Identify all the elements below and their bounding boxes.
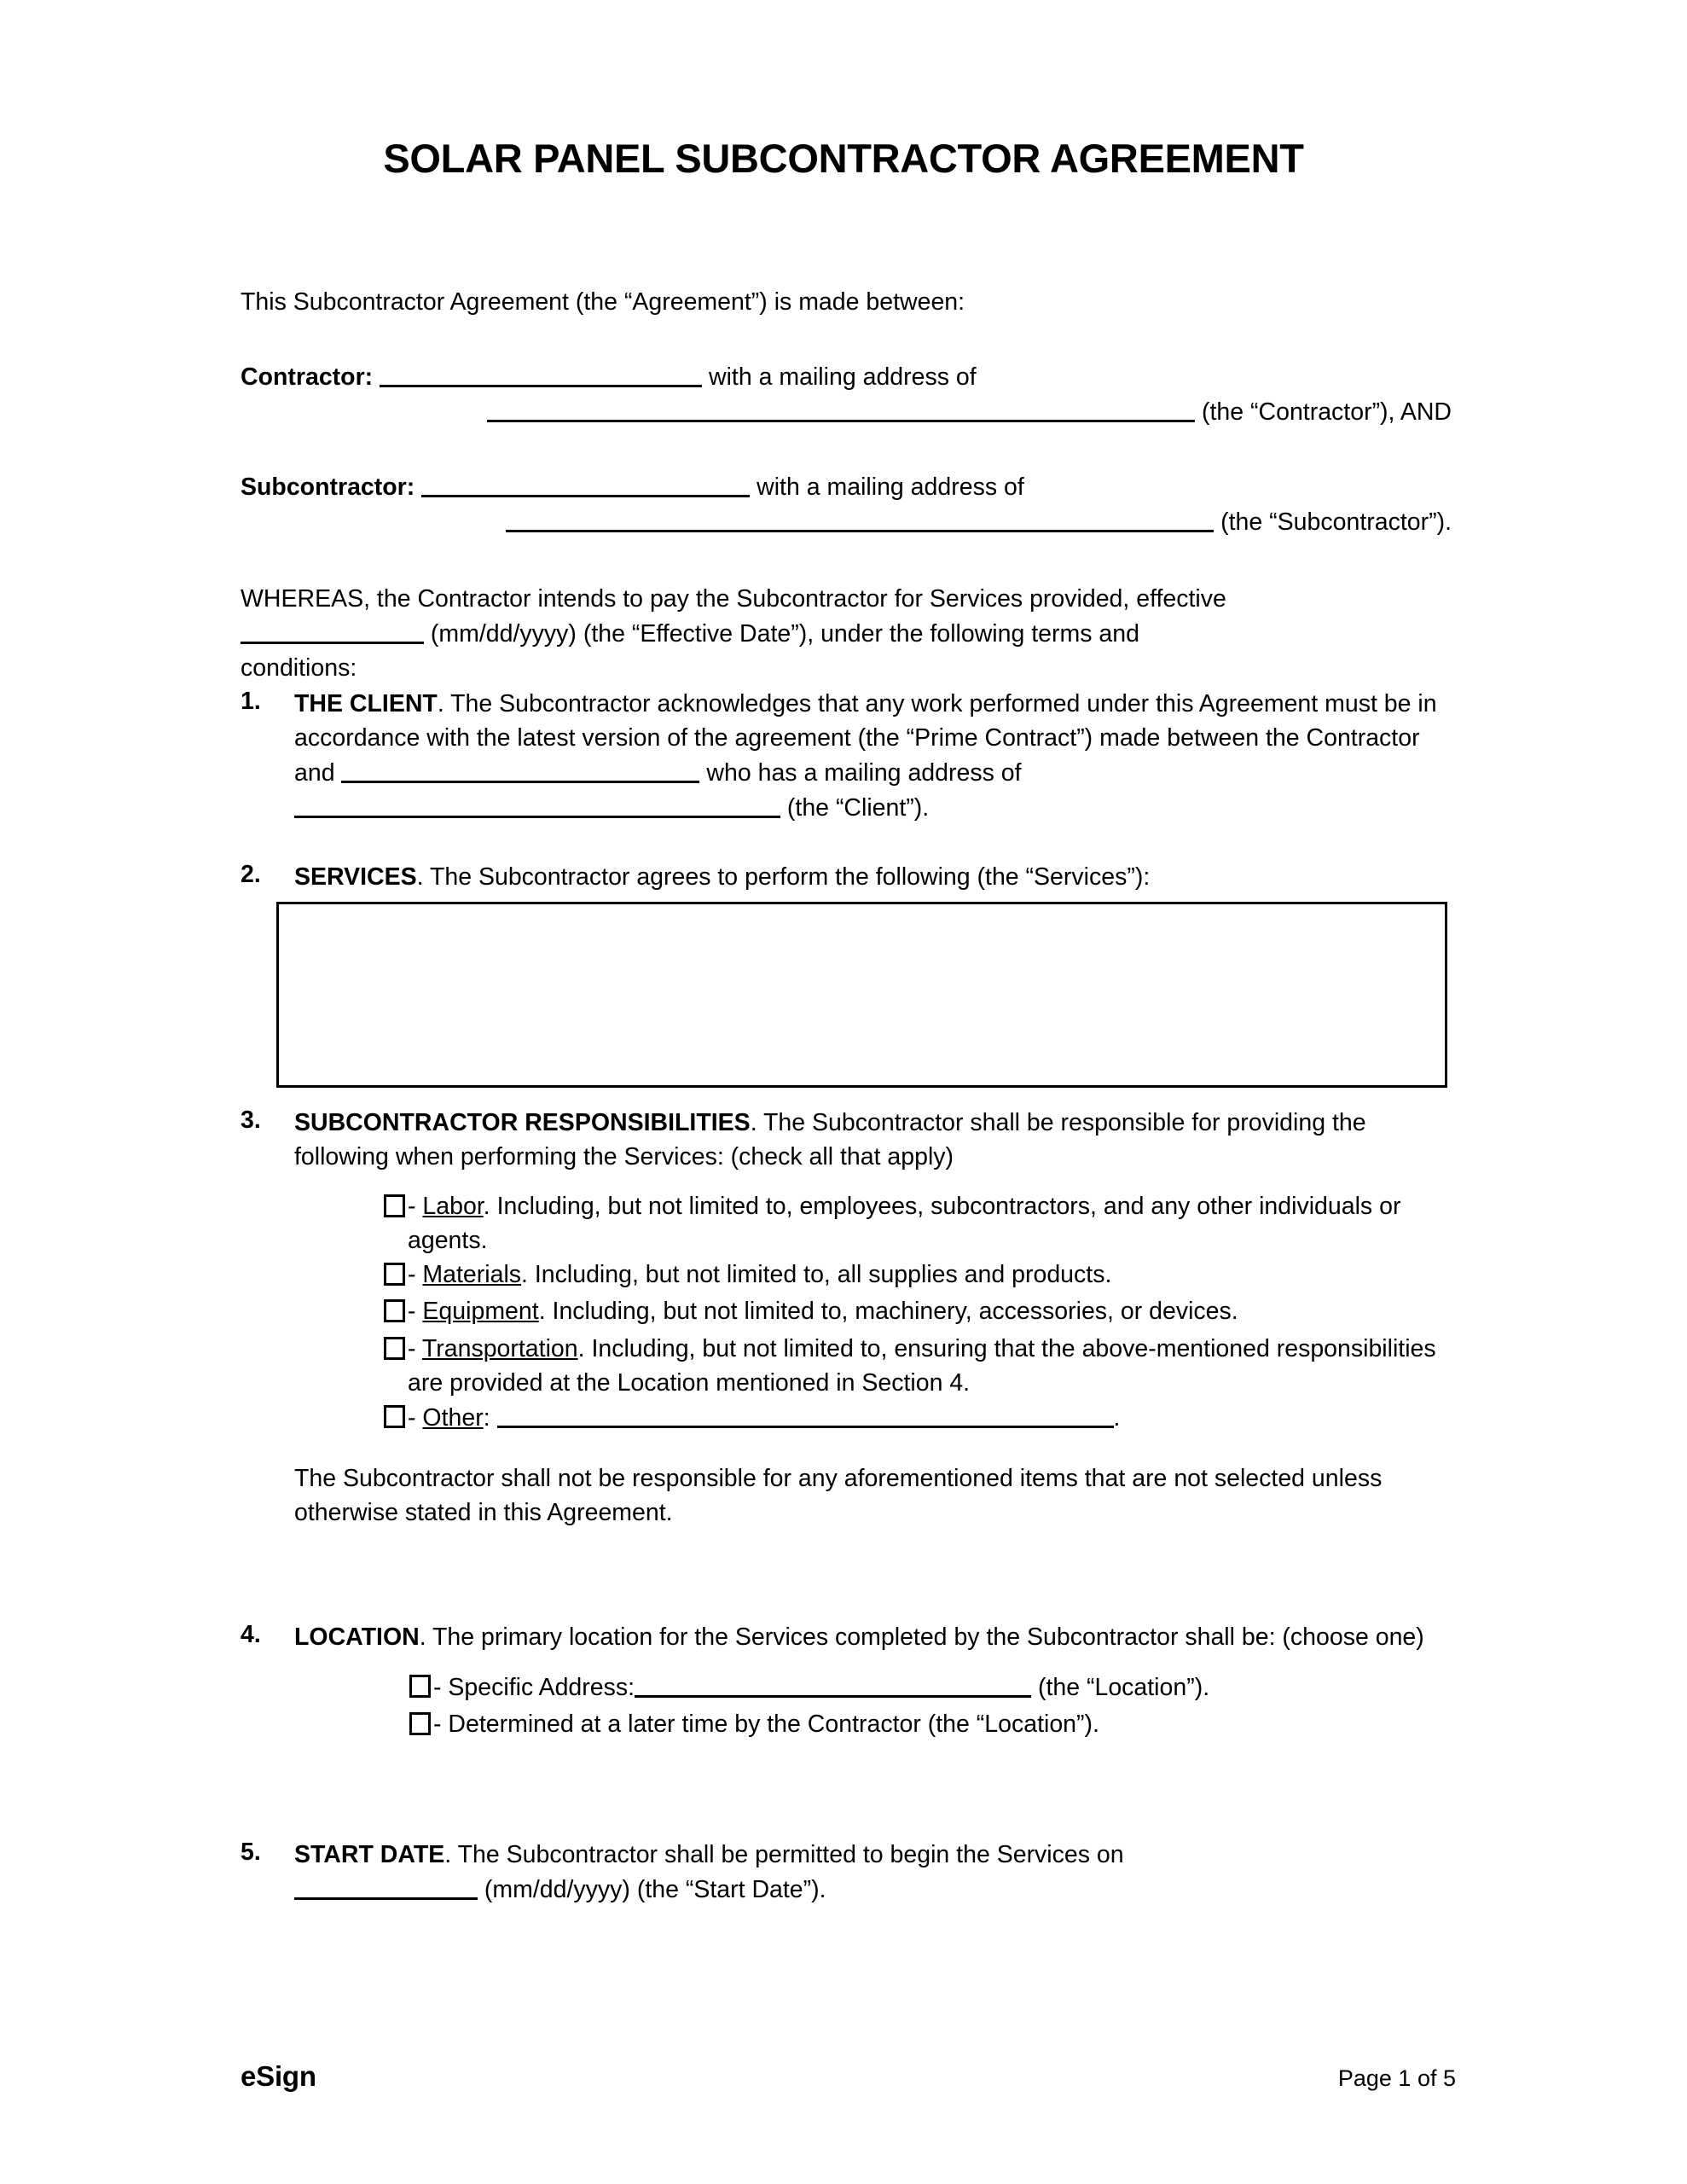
check-row-materials[interactable] [384, 1258, 1456, 1296]
checkbox-icon[interactable] [384, 1194, 405, 1217]
subcontractor-address-blank[interactable] [506, 505, 1214, 532]
bullet-dash: - [408, 1335, 422, 1363]
section-number-3: 3. [241, 1107, 261, 1134]
check-row-other[interactable] [384, 1401, 1456, 1438]
term-determined-later: Determined at a later time by the Contractor (the “Location”). [448, 1710, 1099, 1738]
contractor-mailing-text: with a mailing address of [709, 363, 977, 391]
section-number-2: 2. [241, 861, 261, 888]
page-number: Page 1 of 5 [1337, 2065, 1456, 2091]
check-label-transportation [405, 1333, 1456, 1401]
intro-paragraph: This Subcontractor Agreement (the “Agreement”) is made between: [241, 288, 965, 316]
services-description-box[interactable] [276, 902, 1447, 1088]
section-number-4: 4. [241, 1621, 261, 1648]
section-subcontractor-responsibilities [241, 1107, 1456, 1531]
client-name-blank[interactable] [341, 756, 699, 783]
whereas-line-1: WHEREAS, the Contractor intends to pay the Subcontractor for Services provided, effective [241, 584, 1226, 613]
subcontractor-line-2 [241, 505, 1452, 540]
section-3-body [294, 1107, 1456, 1175]
section-1-text-3: (the “Client”). [780, 793, 930, 822]
check-row-transportation[interactable] [384, 1333, 1456, 1401]
section-start-date [241, 1838, 1456, 1908]
check-label-labor [405, 1190, 1456, 1258]
section-1-heading: THE CLIENT [294, 690, 438, 717]
checkbox-icon[interactable] [384, 1299, 405, 1322]
section-2-body [294, 861, 1456, 895]
page-title: SOLAR PANEL SUBCONTRACTOR AGREEMENT [383, 136, 1304, 181]
check-row-equipment[interactable] [384, 1295, 1456, 1333]
start-date-blank[interactable] [294, 1873, 478, 1900]
checkbox-specific-address-wrap[interactable] [409, 1670, 431, 1708]
term-other: Other [422, 1404, 484, 1432]
section-1-text-2: who has a mailing address of [699, 758, 1022, 787]
whereas-line-2 [241, 617, 1452, 652]
section-5-text-1: . The Subcontractor shall be permitted to begin the Services on [444, 1841, 1124, 1868]
checkbox-materials-wrap[interactable] [384, 1258, 405, 1296]
checkbox-transportation-wrap[interactable] [384, 1333, 405, 1370]
checkbox-icon[interactable] [384, 1337, 405, 1360]
specific-address-blank[interactable] [635, 1670, 1031, 1698]
rest-transportation: . Including, but not limited to, ensuring that the above-mentioned responsibilities are provided at the Location mentioned in Section 4. [408, 1335, 1436, 1397]
bullet-dash: - [408, 1298, 423, 1326]
check-label-other [405, 1401, 1456, 1436]
section-4-body [294, 1621, 1456, 1655]
bullet-dash: - [408, 1404, 423, 1432]
section-1-body [294, 688, 1456, 826]
section-5-line-2 [294, 1873, 1456, 1908]
contractor-address-blank[interactable] [487, 395, 1195, 422]
check-label-materials [405, 1258, 1456, 1292]
contractor-label: Contractor: [241, 363, 374, 391]
section-services [241, 861, 1456, 895]
esign-brand-logo: eSign [241, 2060, 316, 2092]
effective-date-blank[interactable] [241, 617, 424, 644]
section-2-heading: SERVICES [294, 863, 417, 891]
whereas-line-3: conditions: [241, 653, 357, 682]
location-checklist [409, 1670, 1456, 1745]
subcontractor-suffix: (the “Subcontractor”). [1220, 508, 1452, 536]
term-equipment: Equipment [422, 1298, 539, 1326]
whereas-line-2-text: (mm/dd/yyyy) (the “Effective Date”), under the following terms and [430, 619, 1139, 648]
section-4-heading: LOCATION [294, 1623, 420, 1651]
term-labor: Labor [422, 1192, 484, 1220]
section-location [241, 1621, 1456, 1745]
check-label-specific-address [431, 1670, 1456, 1705]
contractor-line-2 [241, 395, 1452, 430]
checkbox-icon[interactable] [409, 1712, 431, 1735]
section-3-heading: SUBCONTRACTOR RESPONSIBILITIES [294, 1109, 751, 1136]
bullet-dash: - [433, 1710, 449, 1738]
section-4-text-1: . The primary location for the Services completed by the Subcontractor shall be: (choose one) [419, 1623, 1424, 1651]
whereas-block [241, 583, 1452, 686]
section-5-body [294, 1838, 1456, 1908]
section-3-closing: The Subcontractor shall not be responsible for any aforementioned items that are not selected unless otherwise stated in this Agreement. [294, 1465, 1383, 1526]
other-responsibility-blank[interactable] [497, 1401, 1114, 1428]
checkbox-equipment-wrap[interactable] [384, 1295, 405, 1333]
section-5-heading: START DATE [294, 1841, 445, 1868]
rest-materials: . Including, but not limited to, all supplies and products. [521, 1260, 1112, 1288]
section-5-text-2: (mm/dd/yyyy) (the “Start Date”). [478, 1875, 826, 1903]
checkbox-determined-later-wrap[interactable] [409, 1708, 431, 1745]
subcontractor-party-block [241, 470, 1452, 540]
contractor-party-block [241, 360, 1452, 430]
check-row-labor[interactable] [384, 1190, 1456, 1258]
checkbox-other-wrap[interactable] [384, 1401, 405, 1438]
rest-labor: . Including, but not limited to, employees, subcontractors, and any other individuals or agents. [408, 1192, 1401, 1254]
page-footer [241, 2060, 1456, 2093]
client-address-blank[interactable] [294, 791, 780, 818]
specific-address-trailing: (the “Location”). [1031, 1673, 1210, 1701]
check-row-specific-address[interactable] [409, 1670, 1456, 1708]
subcontractor-label: Subcontractor: [241, 473, 415, 501]
checkbox-icon[interactable] [409, 1675, 431, 1698]
section-2-text-1: . The Subcontractor agrees to perform the following (the “Services”): [416, 863, 1151, 891]
contractor-suffix: (the “Contractor”), AND [1202, 398, 1452, 426]
bullet-dash: - [408, 1260, 423, 1288]
contractor-name-blank[interactable] [380, 360, 702, 387]
check-row-determined-later[interactable] [409, 1708, 1456, 1745]
other-trailing: . [1113, 1404, 1121, 1432]
section-the-client [241, 688, 1456, 826]
section-number-1: 1. [241, 688, 261, 715]
subcontractor-name-blank[interactable] [421, 470, 750, 497]
check-label-determined-later [431, 1708, 1456, 1742]
section-1-text-1: . The Subcontractor acknowledges that any work performed under this Agreement must be in accordance with the latest version of the agreement (the “Prime Contract”) made between the Contractor and [294, 690, 1437, 787]
term-specific-address: Specific Address: [448, 1673, 635, 1701]
checkbox-icon[interactable] [384, 1405, 405, 1428]
agreement-preamble [241, 286, 1452, 685]
bullet-dash: - [433, 1673, 449, 1701]
responsibilities-checklist [384, 1190, 1456, 1438]
section-3-text-1: . The Subcontractor shall be responsible for providing the following when performing the Services: (check all that apply) [294, 1109, 1366, 1170]
section-5-line-1 [294, 1838, 1456, 1873]
rest-other: : [483, 1404, 497, 1432]
term-materials: Materials [422, 1260, 522, 1288]
subcontractor-mailing-text: with a mailing address of [757, 473, 1024, 501]
subcontractor-line-1 [241, 470, 1452, 505]
bullet-dash: - [408, 1192, 423, 1220]
contractor-line-1 [241, 360, 1452, 395]
check-label-equipment [405, 1295, 1456, 1329]
checkbox-labor-wrap[interactable] [384, 1190, 405, 1228]
section-number-5: 5. [241, 1838, 261, 1866]
checkbox-icon[interactable] [384, 1263, 405, 1286]
term-transportation: Transportation [421, 1335, 578, 1363]
rest-equipment: . Including, but not limited to, machinery, accessories, or devices. [538, 1298, 1238, 1326]
